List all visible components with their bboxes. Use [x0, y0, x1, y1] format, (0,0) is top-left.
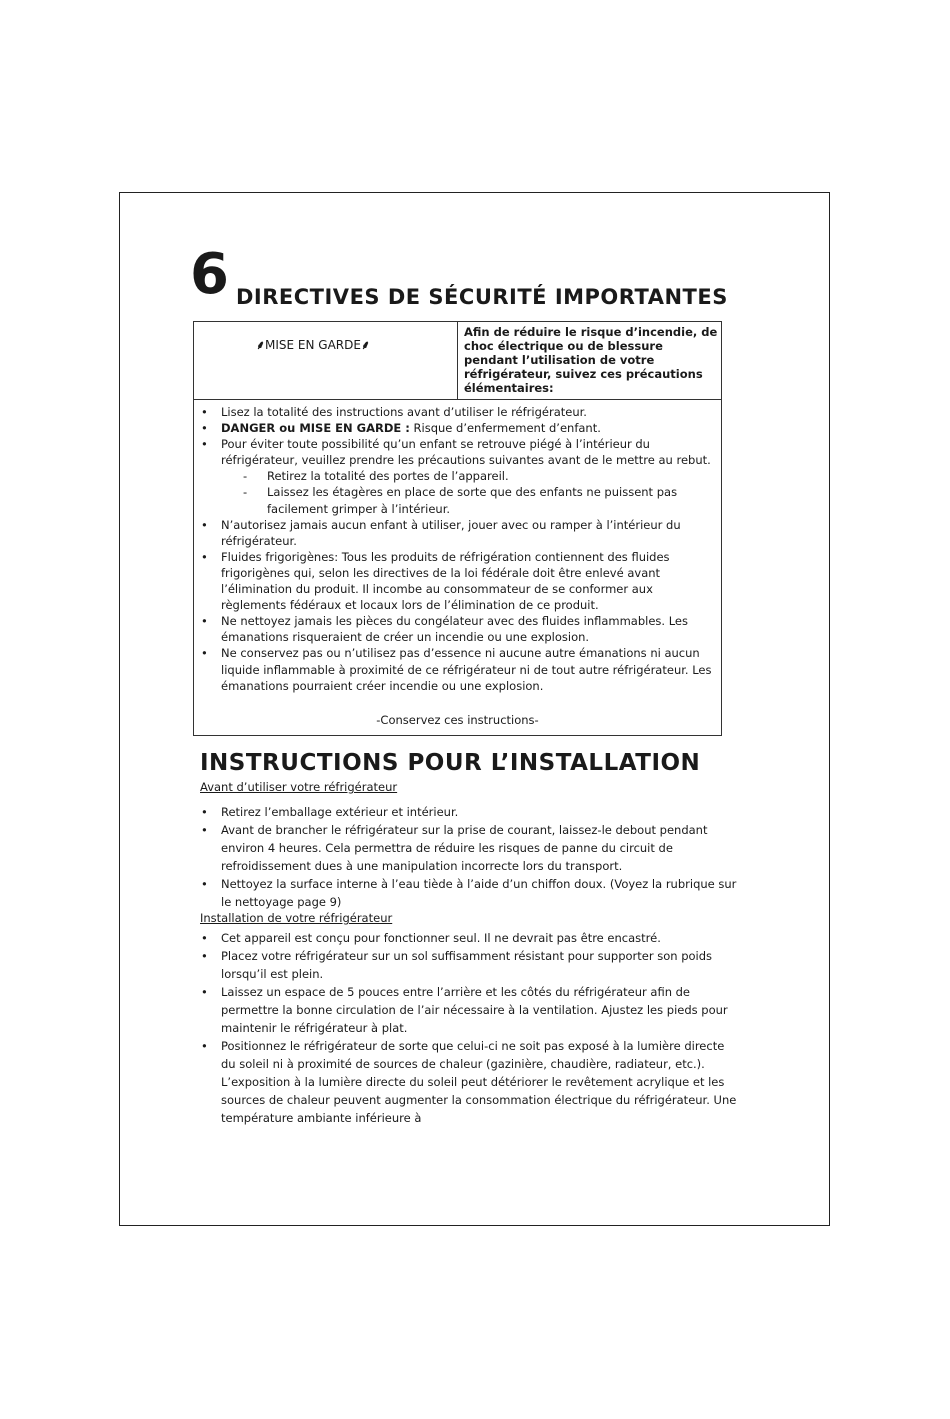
list-item: • Laissez un espace de 5 pouces entre l’arrière et les côtés du réfrigérateur afin de permettre la bonne circulation de l’air nécessaire à la ventilation. Ajustez les pieds pour maintenir le réfrigérateur à plat.: [200, 983, 740, 1037]
list-item: • Positionnez le réfrigérateur de sorte que celui-ci ne soit pas exposé à la lumière directe du soleil ni à proximité de sources de chaleur (gazinière, chaudière, radiateur, etc.). L’exposition à la lumière directe du soleil peut détériorer le revêtement acrylique et les sources de chaleur peuvent augmenter la consommation électrique du réfrigérateur. Une température ambiante inférieure à: [200, 1037, 740, 1127]
warning-label-text: MISE EN GARDE: [265, 338, 361, 352]
list-item: • DANGER ou MISE EN GARDE : Risque d’enfermement d’enfant.: [200, 420, 715, 436]
list-item: • Cet appareil est conçu pour fonctionner seul. Il ne devrait pas être encastré.: [200, 929, 740, 947]
list-item: • Placez votre réfrigérateur sur un sol suffisamment résistant pour supporter son poids lorsqu’il est plein.: [200, 947, 740, 983]
list-subitem: - Laissez les étagères en place de sorte que des enfants ne puissent pas facilement grimper à l’intérieur.: [200, 484, 715, 516]
list-item: • Pour éviter toute possibilité qu’un enfant se retrouve piégé à l’intérieur du réfrigérateur, veuillez prendre les précautions suivantes avant de le mettre au rebut.: [200, 436, 715, 468]
warning-cell: [194, 322, 458, 399]
danger-label: DANGER ou MISE EN GARDE :: [221, 421, 410, 436]
warning-label: [256, 336, 370, 353]
list-item: • Ne nettoyez jamais les pièces du congélateur avec des fluides inflammables. Les émanations risqueraient de créer un incendie ou une explosion.: [200, 613, 715, 645]
list-item: • Ne conservez pas ou n’utilisez pas d’essence ni aucune autre émanations ni aucun liquide inflammable à proximité de ce réfrigérateur ni de tout autre réfrigérateur. Les émanations pourraient créer incendie ou une explosion.: [200, 645, 715, 693]
list-item: • N’autorisez jamais aucun enfant à utiliser, jouer avec ou ramper à l’intérieur du réfrigérateur.: [200, 517, 715, 549]
lightning-icon: ⸙: [360, 338, 370, 352]
safety-box-header: [194, 322, 721, 400]
safety-section-title: DIRECTIVES DE SÉCURITÉ IMPORTANTES: [236, 285, 728, 309]
list-item: • Fluides frigorigènes: Tous les produits de réfrigération contiennent des fluides frigorigènes qui, selon les directives de la loi fédérale doit être enlevé avant l’élimination du produit. Il incombe au consommateur de se conformer aux règlements fédéraux et locaux lors de l’élimination de ce produit.: [200, 549, 715, 613]
list-subitem: - Retirez la totalité des portes de l’appareil.: [200, 468, 715, 484]
list-item: • Retirez l’emballage extérieur et intérieur.: [200, 803, 740, 821]
list-item: • Lisez la totalité des instructions avant d’utiliser le réfrigérateur.: [200, 404, 715, 420]
keep-instructions-note: -Conservez ces instructions-: [376, 713, 539, 727]
safety-box: [193, 321, 722, 736]
list-item: • Nettoyez la surface interne à l’eau tiède à l’aide d’un chiffon doux. (Voyez la rubrique sur le nettoyage page 9): [200, 875, 740, 911]
before-use-heading: Avant d’utiliser votre réfrigérateur: [200, 780, 398, 794]
safety-list: [200, 404, 715, 694]
before-use-list: [200, 803, 740, 911]
setup-heading: Installation de votre réfrigérateur: [200, 911, 393, 925]
list-item: • Avant de brancher le réfrigérateur sur la prise de courant, laissez-le debout pendant environ 4 heures. Cela permettra de réduire les risques de panne du circuit de refroidissement dues à une manipulation incorrecte lors du transport.: [200, 821, 740, 875]
installation-section-title: INSTRUCTIONS POUR L’INSTALLATION: [200, 750, 701, 776]
page-number: 6: [190, 242, 228, 307]
precaution-intro: Afin de réduire le risque d’incendie, de choc électrique ou de blessure pendant l’utilisation de votre réfrigérateur, suivez ces précautions élémentaires:: [464, 325, 718, 395]
setup-list: [200, 929, 740, 1127]
lightning-icon: ⸙: [256, 338, 266, 352]
